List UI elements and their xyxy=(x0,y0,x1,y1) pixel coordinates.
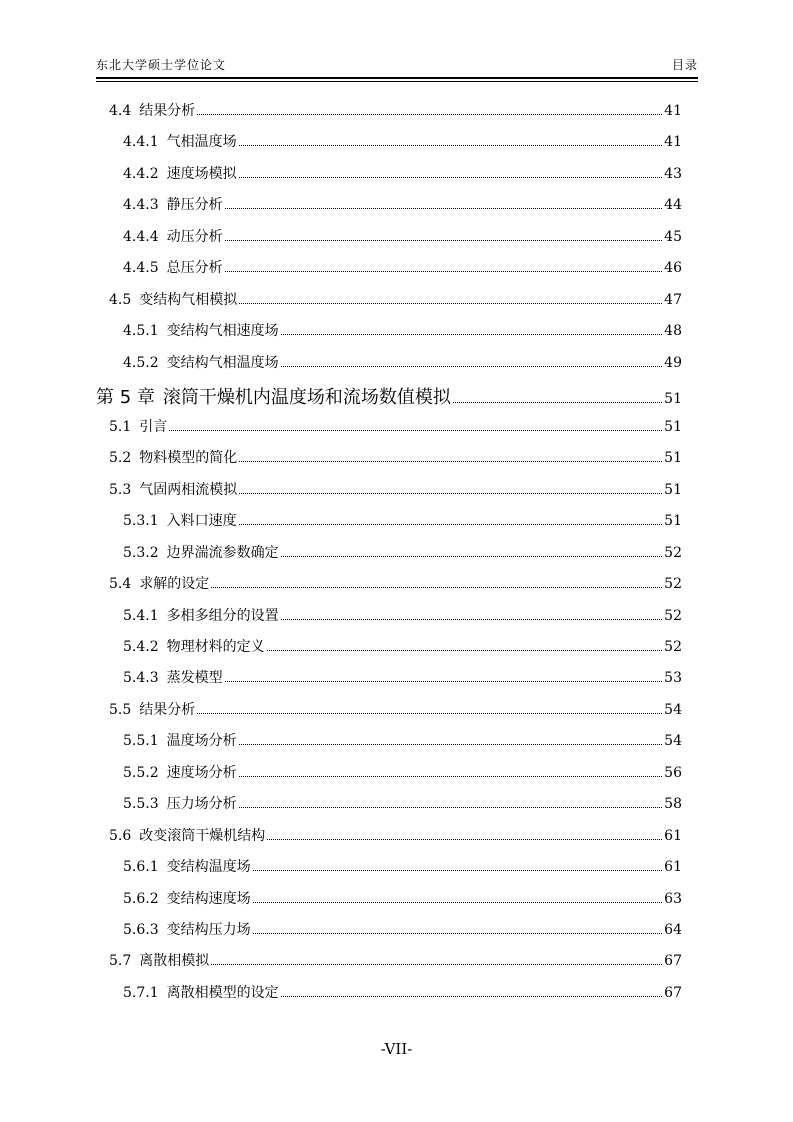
toc-dot-leader xyxy=(281,366,663,367)
toc-entry-title: 滚筒干燥机内温度场和流场数值模拟 xyxy=(162,386,451,408)
toc-entry-page: 51 xyxy=(664,450,682,467)
toc-entry[interactable] xyxy=(96,510,682,541)
toc-dot-leader xyxy=(239,493,662,494)
toc-entry-page: 52 xyxy=(664,576,682,593)
toc-entry-number: 4.4.1 xyxy=(123,134,159,151)
toc-entry[interactable] xyxy=(96,950,682,981)
toc-dot-leader xyxy=(239,177,663,178)
toc-dot-leader xyxy=(253,902,663,903)
toc-entry-page: 43 xyxy=(664,165,682,182)
toc-entry[interactable] xyxy=(96,888,682,919)
toc-entry[interactable] xyxy=(96,762,682,793)
toc-dot-leader xyxy=(281,996,663,997)
toc-dot-leader xyxy=(253,933,663,934)
toc-entry-number: 5.6.2 xyxy=(123,890,159,907)
toc-entry[interactable] xyxy=(96,919,682,950)
toc-entry[interactable] xyxy=(96,447,682,478)
toc-entry[interactable] xyxy=(96,982,682,1013)
toc-entry-page: 67 xyxy=(664,984,682,1001)
toc-dot-leader xyxy=(239,776,663,777)
toc-entry-number: 5.3 xyxy=(109,481,132,498)
toc-entry-page: 67 xyxy=(664,953,682,970)
toc-entry-number: 4.5 xyxy=(109,291,132,308)
toc-entry-number: 5.7.1 xyxy=(123,984,159,1001)
toc-entry-number: 5.6 xyxy=(109,827,132,844)
toc-entry-title: 动压分析 xyxy=(166,228,223,245)
toc-entry-title: 入料口速度 xyxy=(166,513,237,530)
toc-entry-page: 56 xyxy=(664,764,682,781)
toc-entry-page: 41 xyxy=(664,103,682,119)
toc-entry-title: 离散相模拟 xyxy=(139,953,210,970)
toc-entry-number: 5.6.1 xyxy=(123,859,159,876)
toc-entry-page: 61 xyxy=(664,859,682,876)
toc-dot-leader xyxy=(225,271,663,272)
toc-dot-leader xyxy=(281,619,663,620)
toc-entry[interactable] xyxy=(96,320,682,351)
toc-entry-number: 4.4.2 xyxy=(123,165,159,182)
toc-entry[interactable] xyxy=(96,825,682,856)
toc-dot-leader xyxy=(253,870,663,871)
toc-dot-leader xyxy=(169,430,662,431)
toc-entry-number: 5.5 xyxy=(109,701,132,718)
toc-entry-number: 5.4.1 xyxy=(123,607,159,624)
toc-entry[interactable] xyxy=(96,636,682,667)
toc-dot-leader xyxy=(239,807,663,808)
toc-entry[interactable] xyxy=(96,730,682,761)
toc-entry-page: 49 xyxy=(664,354,682,371)
toc-entry[interactable] xyxy=(96,163,682,194)
toc-entry-number: 5.2 xyxy=(109,450,132,467)
toc-entry-page: 46 xyxy=(664,260,682,277)
toc-entry-title: 物料模型的简化 xyxy=(139,450,238,467)
toc-entry[interactable] xyxy=(96,479,682,510)
toc-entry-number: 5.3.2 xyxy=(123,544,159,561)
toc-entry-number: 5.3.1 xyxy=(123,513,159,530)
toc-entry-title: 变结构速度场 xyxy=(166,890,251,907)
toc-dot-leader xyxy=(239,145,663,146)
toc-entry-page: 54 xyxy=(664,701,682,718)
toc-entry-title: 速度场分析 xyxy=(166,764,237,781)
toc-entry-number: 5.5.3 xyxy=(123,796,159,813)
toc-entry-number: 4.5.2 xyxy=(123,354,159,371)
toc-dot-leader xyxy=(225,240,663,241)
toc-dot-leader xyxy=(225,681,663,682)
toc-dot-leader xyxy=(197,713,662,714)
toc-entry-number: 5.4.2 xyxy=(123,639,159,655)
toc-entry[interactable] xyxy=(96,416,682,447)
toc-entry-title: 压力场分析 xyxy=(166,796,237,813)
toc-dot-leader xyxy=(225,208,663,209)
running-header xyxy=(96,56,698,78)
toc-entry-page: 51 xyxy=(664,390,682,407)
toc-entry-page: 51 xyxy=(664,513,682,530)
toc-entry-page: 52 xyxy=(664,639,682,655)
toc-entry-number: 5.5.2 xyxy=(123,764,159,781)
header-thesis-title: 东北大学硕士学位论文 xyxy=(96,58,227,72)
toc-dot-leader xyxy=(239,303,662,304)
toc-entry-number: 4.4 xyxy=(109,103,132,119)
toc-entry-page: 45 xyxy=(664,228,682,245)
toc-entry-page: 52 xyxy=(664,544,682,561)
toc-entry[interactable] xyxy=(96,542,682,573)
toc-entry-title: 变结构气相温度场 xyxy=(166,354,279,371)
toc-dot-leader xyxy=(239,461,662,462)
toc-entry[interactable] xyxy=(96,667,682,698)
toc-entry-number: 5.4.3 xyxy=(123,670,159,687)
toc-entry[interactable] xyxy=(96,131,682,162)
table-of-contents xyxy=(96,100,682,1013)
toc-entry-page: 63 xyxy=(664,890,682,907)
toc-entry-title: 引言 xyxy=(139,418,168,435)
toc-entry[interactable] xyxy=(96,793,682,824)
toc-dot-leader xyxy=(453,402,662,403)
toc-dot-leader xyxy=(281,556,663,557)
toc-entry-number: 5.7 xyxy=(109,953,132,970)
toc-entry[interactable] xyxy=(96,699,682,730)
toc-entry-page: 51 xyxy=(664,481,682,498)
toc-entry-title: 蒸发模型 xyxy=(166,670,223,687)
toc-entry-title: 变结构气相模拟 xyxy=(139,291,238,308)
toc-entry-page: 61 xyxy=(664,827,682,844)
toc-entry-page: 53 xyxy=(664,670,682,687)
toc-entry-title: 结果分析 xyxy=(139,701,196,718)
toc-entry-page: 54 xyxy=(664,733,682,750)
toc-entry[interactable] xyxy=(96,352,682,383)
toc-entry-number: 5.1 xyxy=(109,418,132,435)
toc-entry-page: 48 xyxy=(664,323,682,340)
toc-dot-leader xyxy=(267,650,663,651)
toc-entry[interactable] xyxy=(96,573,682,604)
toc-entry-page: 64 xyxy=(664,921,682,938)
toc-entry-title: 求解的设定 xyxy=(139,576,210,593)
toc-entry-title: 变结构温度场 xyxy=(166,859,251,876)
toc-entry[interactable] xyxy=(96,856,682,887)
toc-entry-page: 52 xyxy=(664,607,682,624)
toc-entry-number: 5.5.1 xyxy=(123,733,159,750)
toc-dot-leader xyxy=(211,964,662,965)
toc-entry[interactable] xyxy=(96,226,682,257)
toc-entry[interactable] xyxy=(96,100,682,131)
toc-entry[interactable] xyxy=(96,605,682,636)
toc-entry-number: 5.6.3 xyxy=(123,921,159,938)
toc-entry-title: 物理材料的定义 xyxy=(166,639,265,655)
toc-entry-page: 47 xyxy=(664,291,682,308)
toc-entry-title: 变结构压力场 xyxy=(166,921,251,938)
toc-entry-title: 边界湍流参数确定 xyxy=(166,544,279,561)
toc-entry[interactable] xyxy=(96,194,682,225)
toc-entry-title: 多相多组分的设置 xyxy=(166,607,279,624)
toc-dot-leader xyxy=(281,334,663,335)
toc-dot-leader xyxy=(211,587,662,588)
toc-entry-title: 气相温度场 xyxy=(166,134,237,151)
toc-entry-title: 速度场模拟 xyxy=(166,165,237,182)
toc-entry-page: 41 xyxy=(664,134,682,151)
toc-entry-title: 变结构气相速度场 xyxy=(166,323,279,340)
header-section-title: 目录 xyxy=(671,58,698,72)
toc-entry-title: 结果分析 xyxy=(139,103,196,119)
toc-entry-title: 静压分析 xyxy=(166,197,223,214)
toc-entry-number: 4.4.5 xyxy=(123,260,159,277)
toc-dot-leader xyxy=(239,744,663,745)
toc-entry-page: 44 xyxy=(664,197,682,214)
toc-entry-title: 总压分析 xyxy=(166,260,223,277)
toc-entry-title: 改变滚筒干燥机结构 xyxy=(139,827,266,844)
toc-entry-number: 4.5.1 xyxy=(123,323,159,340)
toc-entry-title: 气固两相流模拟 xyxy=(139,481,238,498)
toc-entry-title: 离散相模型的设定 xyxy=(166,984,279,1001)
toc-dot-leader xyxy=(239,524,663,525)
toc-dot-leader xyxy=(197,114,662,115)
toc-entry-number: 4.4.3 xyxy=(123,197,159,214)
toc-entry[interactable] xyxy=(96,383,682,416)
toc-dot-leader xyxy=(267,839,662,840)
toc-entry-title: 温度场分析 xyxy=(166,733,237,750)
toc-entry-number: 4.4.4 xyxy=(123,228,159,245)
header-rule-thin xyxy=(96,81,698,82)
toc-entry-page: 58 xyxy=(664,796,682,813)
page-number: -VII- xyxy=(380,1040,413,1058)
toc-entry-number: 第 5 章 xyxy=(96,386,155,408)
toc-entry[interactable] xyxy=(96,257,682,288)
toc-entry-number: 5.4 xyxy=(109,576,132,593)
header-rule-thick xyxy=(96,77,698,79)
toc-entry-page: 51 xyxy=(664,418,682,435)
toc-entry[interactable] xyxy=(96,289,682,320)
